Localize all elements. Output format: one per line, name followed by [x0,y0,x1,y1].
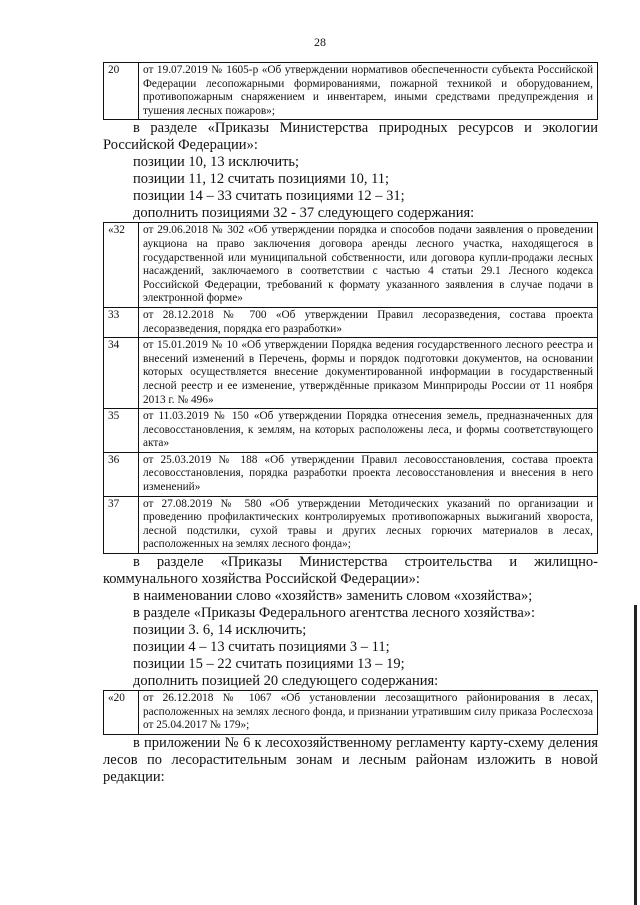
position-text: от 19.07.2019 № 1605-р «Об утверждении нормативов обеспеченности субъекта Российской Федерации лесопожарными формированиями, пожарной техникой и оборудованием, противопожарным снаряжением и инвентарем, иными средствами предупреждения и тушения лесных пожаров»; [139,63,598,120]
position-number: 37 [104,496,139,553]
page-number: 28 [314,35,326,49]
table-row [104,409,598,453]
position-text: от 11.03.2019 № 150 «Об утверждении Порядка отнесения земель, предназначенных для лесовосстановления, к землям, на которых расположены леса, и формы соответствующего акта» [139,409,598,453]
table-row [104,338,598,409]
paragraph: позиции 14 – 33 считать позициями 12 – 31; [133,188,405,205]
position-number: 33 [104,307,139,337]
position-number: «20 [104,691,139,735]
paragraph: в приложении № 6 к лесохозяйственному регламенту карту-схему деления лесов по лесорастительным зонам и лесным районам изложить в новой редакции: [103,734,598,785]
position-text: от 28.12.2018 № 700 «Об утверждении Правил лесоразведения, состава проекта лесоразведения, порядка его разработки» [139,307,598,337]
paragraph-group-3 [103,735,598,786]
table-row [104,452,598,496]
paragraph: в разделе «Приказы Министерства природных ресурсов и экологии Российской Федерации»: [103,120,598,154]
document-body [103,62,598,786]
position-text: от 15.01.2019 № 10 «Об утверждении Порядка ведения государственного лесного реестра и внесений изменений в Перечень, формы и порядок подготовки документов, на основании которых осуществляется внесение документированной информации в государственный лесной реестр и ее изменение, утверждённые приказом Минприроды России от 11 ноября 2013 г. № 496» [139,338,598,409]
paragraph: в разделе «Приказы Федерального агентства лесного хозяйства»: [133,605,536,622]
table-row [104,496,598,553]
paragraph: позиции 11, 12 считать позициями 10, 11; [133,171,390,188]
table-row [104,223,598,308]
paragraph: дополнить позициями 32 - 37 следующего содержания: [133,205,475,222]
table-row [104,691,598,735]
position-text: от 29.06.2018 № 302 «Об утверждении порядка и способов подачи заявления о проведении аукциона на право заключения договора аренды лесного участка, находящегося в государственной или муниципальной собственности, или договора купли-продажи лесных насаждений, заключаемого в соответствии с частью 4 статьи 29.1 Лесного кодекса Российской Федерации, требований к формату указанного заявления в случае подачи в электронной форме» [139,223,598,308]
paragraph-group-2 [103,554,598,690]
table-row [104,63,598,120]
positions-table-b [103,222,598,554]
position-number: 35 [104,409,139,453]
position-text: от 27.08.2019 № 580 «Об утверждении Методических указаний по организации и проведению профилактических контролируемых противопожарных выжиганий хвороста, лесной подстилки, сухой травы и других лесных горючих материалов в лесах, расположенных на землях лесного фонда»; [139,496,598,553]
position-number: 20 [104,63,139,120]
scan-edge-mark [634,605,637,905]
paragraph: позиции 10, 13 исключить; [133,154,300,171]
paragraph: в разделе «Приказы Министерства строительства и жилищно-коммунального хозяйства Российской Федерации»: [103,554,598,588]
paragraph: позиции 3. 6, 14 исключить; [133,622,307,639]
position-text: от 25.03.2019 № 188 «Об утверждении Правил лесовосстановления, состава проекта лесовосстановления, порядка разработки проекта лесовосстановления и внесения в него изменений» [139,452,598,496]
position-text: от 26.12.2018 № 1067 «Об установлении лесозащитного районирования в лесах, расположенных на землях лесного фонда, и признании утратившим силу приказа Рослесхоза от 25.04.2017 № 179»; [139,691,598,735]
paragraph: в наименовании слово «хозяйств» заменить словом «хозяйства»; [133,588,533,605]
position-number: 36 [104,452,139,496]
paragraph-group-1 [103,120,598,222]
position-number: 34 [104,338,139,409]
positions-table-c [103,690,598,735]
paragraph: позиции 15 – 22 считать позициями 13 – 19; [133,656,405,673]
position-number: «32 [104,223,139,308]
table-row [104,307,598,337]
positions-table-a [103,62,598,120]
paragraph: дополнить позицией 20 следующего содержания: [133,673,439,690]
paragraph: позиции 4 – 13 считать позициями 3 – 11; [133,639,390,656]
